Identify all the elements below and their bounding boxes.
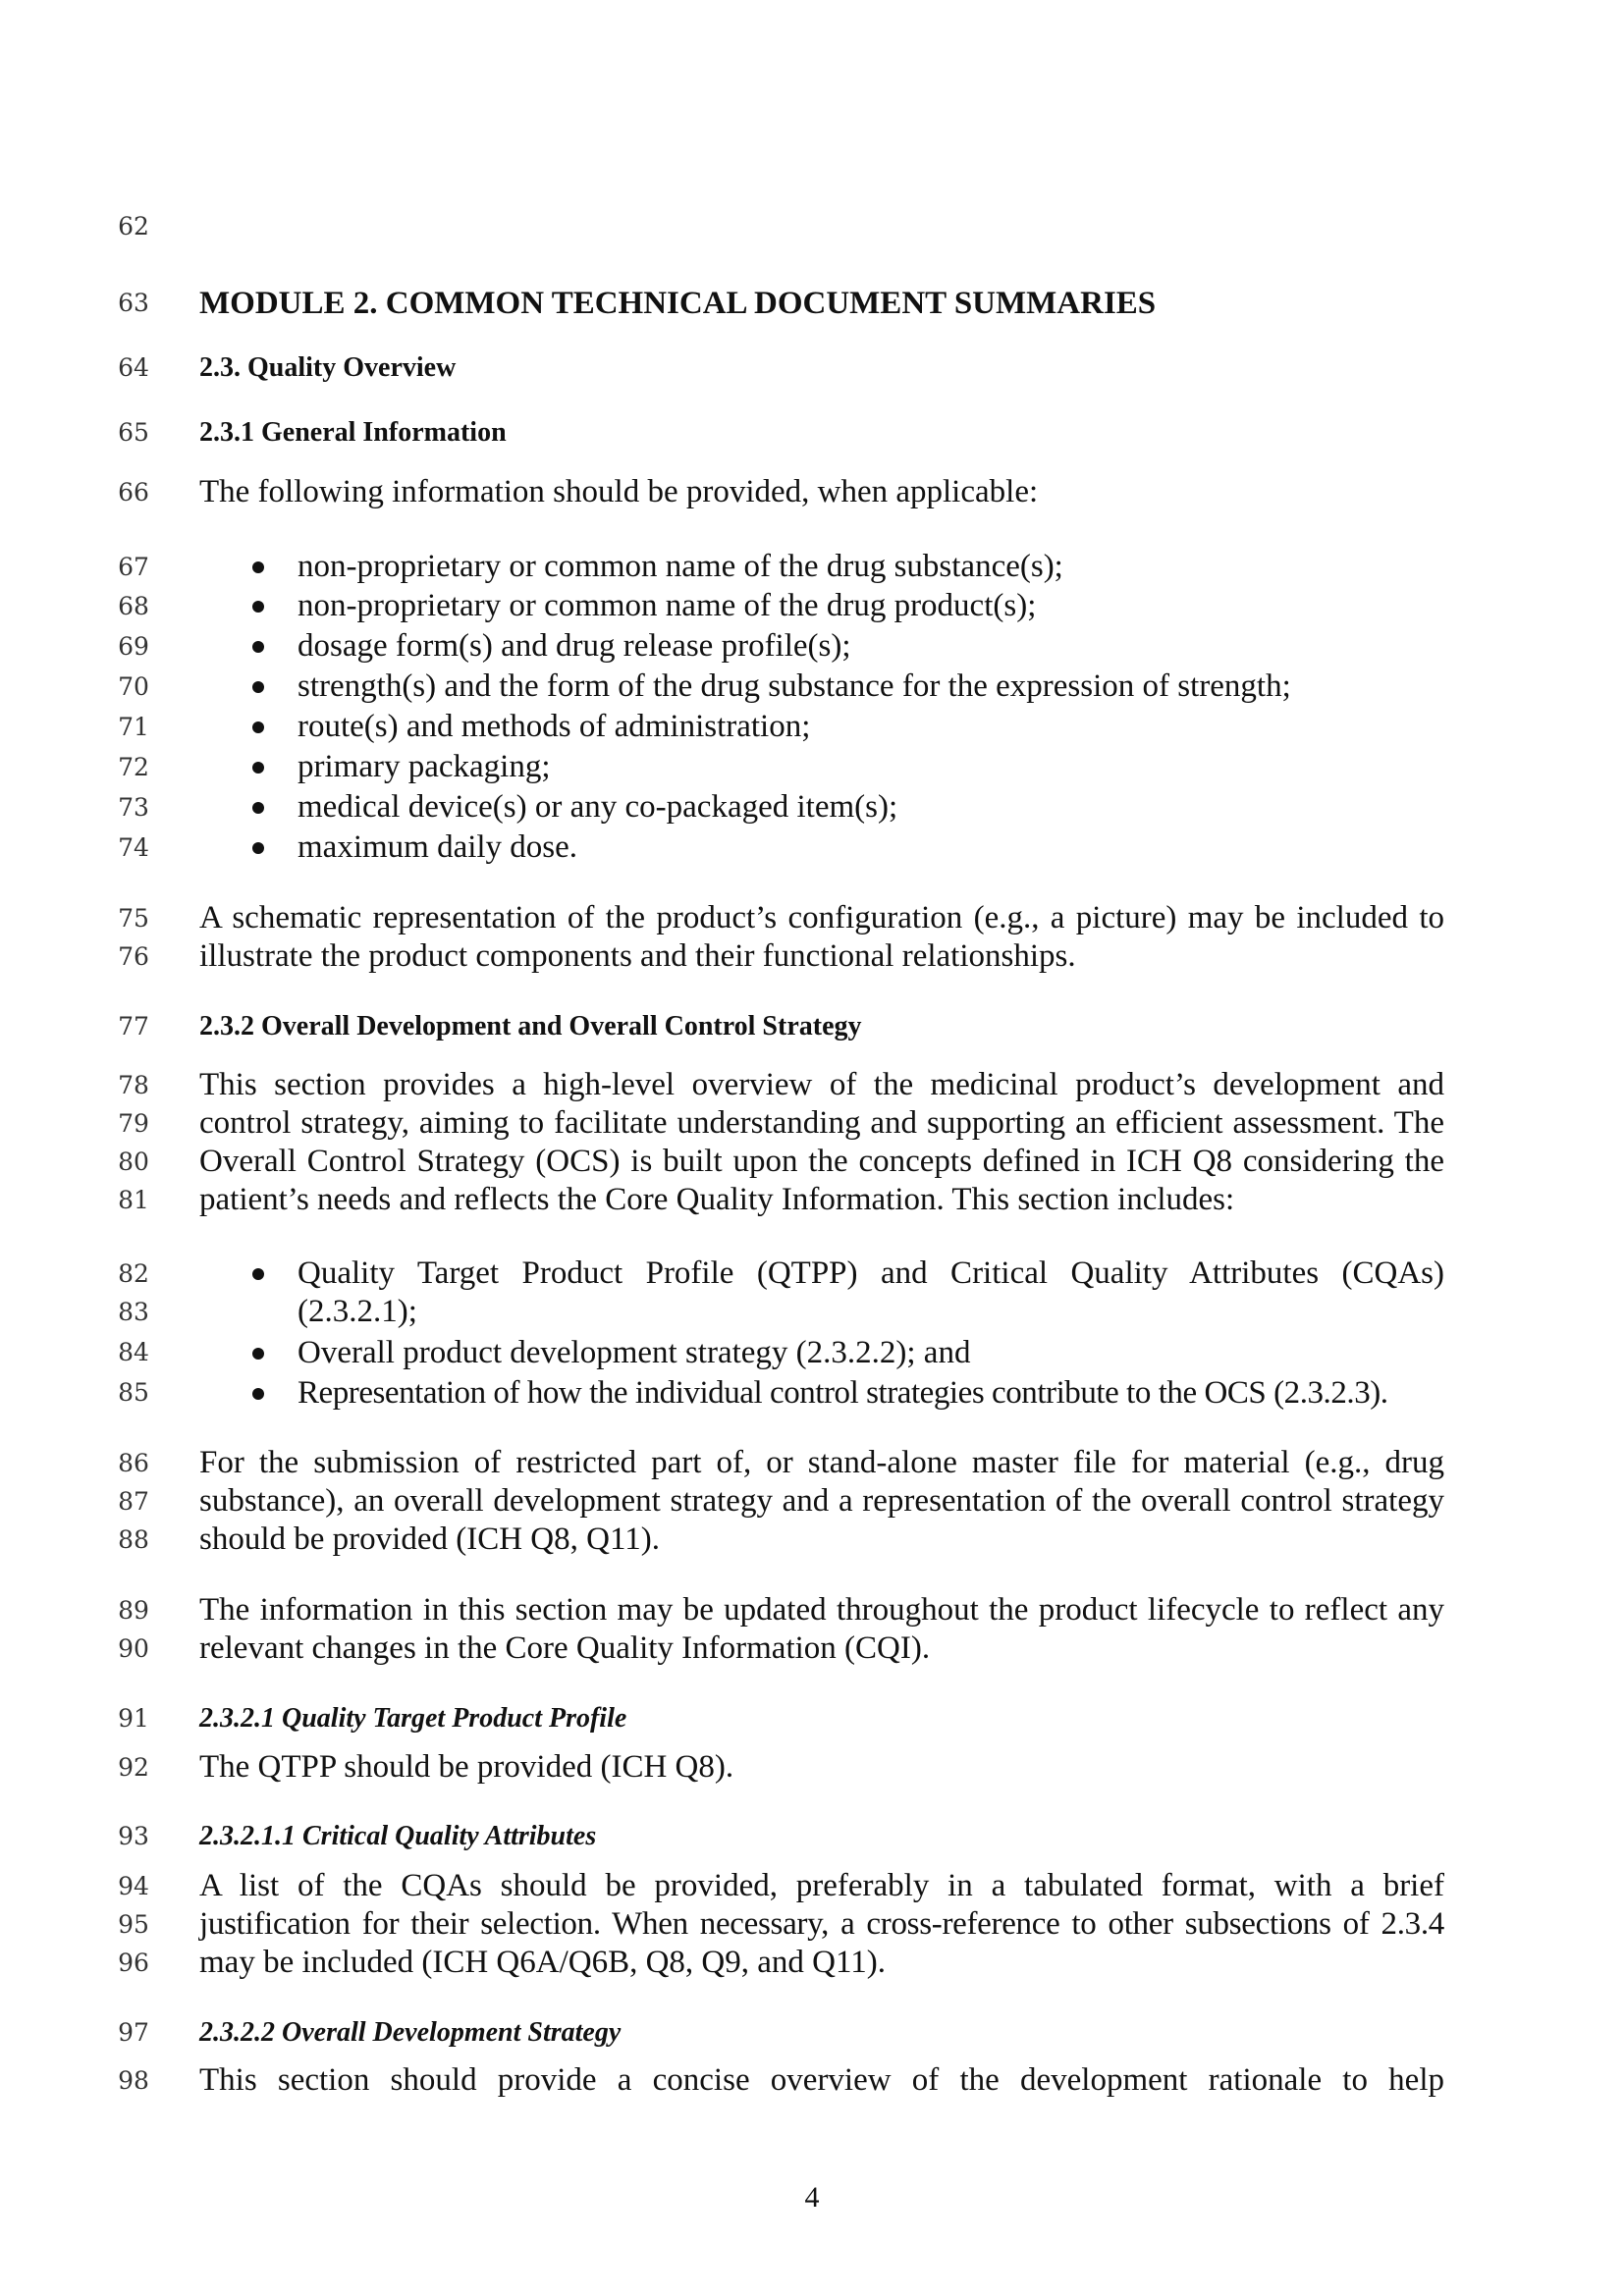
bullet [252, 601, 264, 613]
line-number: 77 [118, 1012, 149, 1041]
list-item: medical device(s) or any co-packaged item(s); [298, 789, 898, 825]
line-number: 67 [118, 553, 149, 581]
page-number: 4 [804, 2181, 820, 2214]
line-number: 89 [118, 1596, 149, 1625]
line-number: 76 [118, 942, 149, 971]
list-item: primary packaging; [298, 749, 551, 784]
bullet [252, 1268, 264, 1280]
paragraph-line: illustrate the product components and their functional relationships. [199, 938, 1076, 974]
paragraph-line: relevant changes in the Core Quality Information (CQI). [199, 1630, 931, 1666]
line-number: 97 [118, 2018, 149, 2047]
paragraph-line: This section provides a high-level overview of the medicinal product’s development and [199, 1067, 1444, 1102]
paragraph-line: For the submission of restricted part of, or stand-alone master file for material (e.g., drug [199, 1445, 1444, 1480]
list-item: route(s) and methods of administration; [298, 709, 811, 744]
general-information-intro: The following information should be provided, when applicable: [199, 474, 1039, 509]
list-item: strength(s) and the form of the drug substance for the expression of strength; [298, 668, 1291, 704]
paragraph-line: A schematic representation of the product’s configuration (e.g., a picture) may be included to [199, 900, 1444, 935]
bullet [252, 561, 264, 573]
paragraph-line: The information in this section may be updated throughout the product lifecycle to reflect any [199, 1592, 1444, 1628]
module-heading: MODULE 2. COMMON TECHNICAL DOCUMENT SUMMARIES [199, 286, 1157, 321]
line-number: 64 [118, 353, 149, 382]
overall-development-heading: 2.3.2 Overall Development and Overall Control Strategy [199, 1011, 862, 1041]
line-number: 83 [118, 1298, 149, 1326]
line-number: 91 [118, 1704, 149, 1733]
line-number: 92 [118, 1753, 149, 1782]
line-number: 68 [118, 592, 149, 620]
line-number: 98 [118, 2066, 149, 2095]
cqa-heading: 2.3.2.1.1 Critical Quality Attributes [199, 1821, 597, 1851]
line-number: 90 [118, 1634, 149, 1663]
bullet [252, 802, 264, 814]
line-number: 72 [118, 753, 149, 781]
paragraph-line: should be provided (ICH Q8, Q11). [199, 1522, 660, 1557]
line-number: 78 [118, 1071, 149, 1099]
paragraph-line: This section should provide a concise overview of the development rationale to help [199, 2062, 1444, 2098]
line-number: 80 [118, 1148, 149, 1176]
paragraph-line: patient’s needs and reflects the Core Quality Information. This section includes: [199, 1182, 1235, 1217]
list-item: non-proprietary or common name of the drug product(s); [298, 588, 1037, 623]
paragraph-line: substance), an overall development strategy and a representation of the overall control strategy [199, 1483, 1444, 1519]
list-item: maximum daily dose. [298, 829, 578, 865]
list-item: Representation of how the individual control strategies contribute to the OCS (2.3.2.3). [298, 1375, 1388, 1411]
line-number: 65 [118, 418, 149, 447]
line-number: 84 [118, 1338, 149, 1366]
paragraph-line: A list of the CQAs should be provided, preferably in a tabulated format, with a brief [199, 1868, 1444, 1903]
line-number: 74 [118, 833, 149, 862]
dev-strategy-heading: 2.3.2.2 Overall Development Strategy [199, 2017, 622, 2048]
line-number: 93 [118, 1822, 149, 1850]
bullet [252, 1388, 264, 1400]
line-number: 88 [118, 1525, 149, 1554]
line-number: 62 [118, 212, 149, 240]
line-number: 95 [118, 1910, 149, 1939]
line-number: 69 [118, 632, 149, 661]
quality-overview-heading: 2.3. Quality Overview [199, 352, 457, 383]
qtpp-text: The QTPP should be provided (ICH Q8). [199, 1749, 734, 1785]
paragraph-line: justification for their selection. When necessary, a cross-reference to other subsections of 2.3.4 [199, 1906, 1444, 1942]
line-number: 70 [118, 672, 149, 701]
list-item: Quality Target Product Profile (QTPP) and Critical Quality Attributes (CQAs) [298, 1255, 1444, 1291]
bullet [252, 681, 264, 693]
bullet [252, 641, 264, 653]
line-number: 63 [118, 289, 149, 317]
bullet [252, 721, 264, 733]
line-number: 96 [118, 1949, 149, 1977]
line-number: 86 [118, 1449, 149, 1477]
line-number: 81 [118, 1186, 149, 1214]
line-number: 94 [118, 1872, 149, 1900]
line-number: 87 [118, 1487, 149, 1516]
paragraph-line: Overall Control Strategy (OCS) is built upon the concepts defined in ICH Q8 considering the [199, 1144, 1444, 1179]
list-item: Overall product development strategy (2.3.2.2); and [298, 1335, 971, 1370]
line-number: 85 [118, 1378, 149, 1407]
list-item: non-proprietary or common name of the drug substance(s); [298, 549, 1063, 584]
line-number: 79 [118, 1109, 149, 1138]
bullet [252, 842, 264, 854]
list-item-continuation: (2.3.2.1); [298, 1294, 417, 1329]
paragraph-line: may be included (ICH Q6A/Q6B, Q8, Q9, and Q11). [199, 1945, 886, 1980]
bullet [252, 1348, 264, 1360]
line-number: 71 [118, 713, 149, 741]
list-item: dosage form(s) and drug release profile(s); [298, 628, 851, 664]
bullet [252, 762, 264, 774]
line-number: 75 [118, 904, 149, 933]
paragraph-line: control strategy, aiming to facilitate understanding and supporting an efficient assessment. The [199, 1105, 1444, 1141]
general-information-heading: 2.3.1 General Information [199, 417, 507, 448]
qtpp-heading: 2.3.2.1 Quality Target Product Profile [199, 1703, 627, 1734]
line-number: 73 [118, 793, 149, 822]
line-number: 82 [118, 1259, 149, 1288]
line-number: 66 [118, 478, 149, 507]
